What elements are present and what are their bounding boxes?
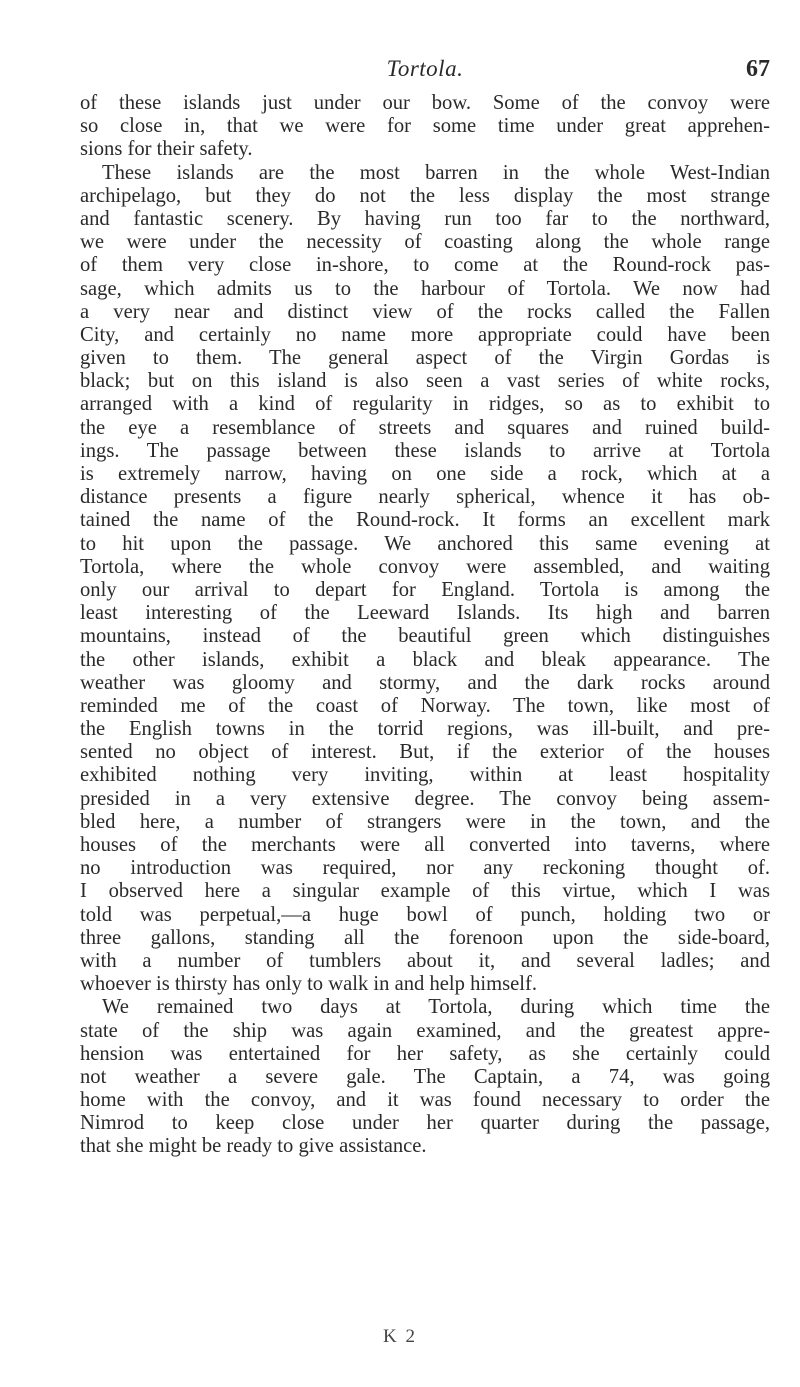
text-line: we were under the necessity of coasting along the whole range [80,231,770,254]
text-line: bled here, a number of strangers were in the town, and the [80,810,770,833]
text-line: a very near and distinct view of the rocks called the Fallen [80,300,770,323]
text-line: least interesting of the Leeward Islands. Its high and barren [80,602,770,625]
text-line: tained the name of the Round-rock. It forms an excellent mark [80,509,770,532]
text-line: told was perpetual,—a huge bowl of punch, holding two or [80,903,770,926]
body-text [80,92,770,1159]
text-line: the eye a resemblance of streets and squares and ruined build- [80,416,770,439]
text-line: weather was gloomy and stormy, and the dark rocks around [80,671,770,694]
text-line: mountains, instead of the beautiful green which distinguishes [80,625,770,648]
text-line: of these islands just under our bow. Some of the convoy were [80,92,770,114]
text-line: black; but on this island is also seen a vast series of white rocks, [80,370,770,393]
text-line: state of the ship was again examined, and the greatest appre- [80,1019,770,1042]
text-line: ings. The passage between these islands to arrive at Tortola [80,439,770,462]
text-line: City, and certainly no name more appropriate could have been [80,323,770,346]
text-line: to hit upon the passage. We anchored this same evening at [80,532,770,555]
text-line: These islands are the most barren in the whole West-Indian [102,161,770,184]
text-line: houses of the merchants were all converted into taverns, where [80,834,770,856]
text-line: only our arrival to depart for England. Tortola is among the [80,578,770,601]
text-line: sions for their safety. [80,138,253,161]
text-line: given to them. The general aspect of the Virgin Gordas is [80,347,770,370]
text-line: home with the convoy, and it was found necessary to order the [80,1089,770,1112]
text-line: whoever is thirsty has only to walk in and help himself. [80,973,537,996]
text-line: archipelago, but they do not the less display the most strange [80,184,770,207]
text-line: Tortola, where the whole convoy were assembled, and waiting [80,555,770,578]
text-line: the other islands, exhibit a black and bleak appearance. The [80,648,770,671]
text-line: and fantastic scenery. By having run too far to the northward, [80,207,770,230]
text-line: three gallons, standing all the forenoon upon the side-board, [80,926,770,949]
text-line: so close in, that we were for some time under great apprehen- [80,115,770,138]
text-line: of them very close in-shore, to come at the Round-rock pas- [80,254,770,277]
text-line: hension was entertained for her safety, as she certainly could [80,1042,770,1065]
text-line: Nimrod to keep close under her quarter during the passage, [80,1112,770,1135]
signature-mark: K 2 [383,1326,417,1347]
text-line: with a number of tumblers about it, and several ladles; and [80,949,770,972]
text-line: We remained two days at Tortola, during which time the [102,996,770,1019]
text-line: arranged with a kind of regularity in ridges, so as to exhibit to [80,393,770,416]
text-line: no introduction was required, nor any reckoning thought of. [80,857,770,880]
text-line: presided in a very extensive degree. The convoy being assem- [80,787,770,810]
text-line: sage, which admits us to the harbour of Tortola. We now had [80,277,770,300]
page-number: 67 [746,56,770,82]
text-line: reminded me of the coast of Norway. The town, like most of [80,694,770,717]
running-head [80,56,770,86]
text-line: distance presents a figure nearly spherical, whence it has ob- [80,486,770,509]
text-line: the English towns in the torrid regions, was ill-built, and pre- [80,718,770,741]
text-line: that she might be ready to give assistance. [80,1135,427,1158]
running-title: Tortola. [386,56,464,81]
text-line: sented no object of interest. But, if the exterior of the houses [80,741,770,764]
text-line: is extremely narrow, having on one side a rock, which at a [80,463,770,485]
text-line: not weather a severe gale. The Captain, a 74, was going [80,1065,770,1088]
text-line: exhibited nothing very inviting, within at least hospitality [80,764,770,787]
text-line: I observed here a singular example of this virtue, which I was [80,880,770,903]
